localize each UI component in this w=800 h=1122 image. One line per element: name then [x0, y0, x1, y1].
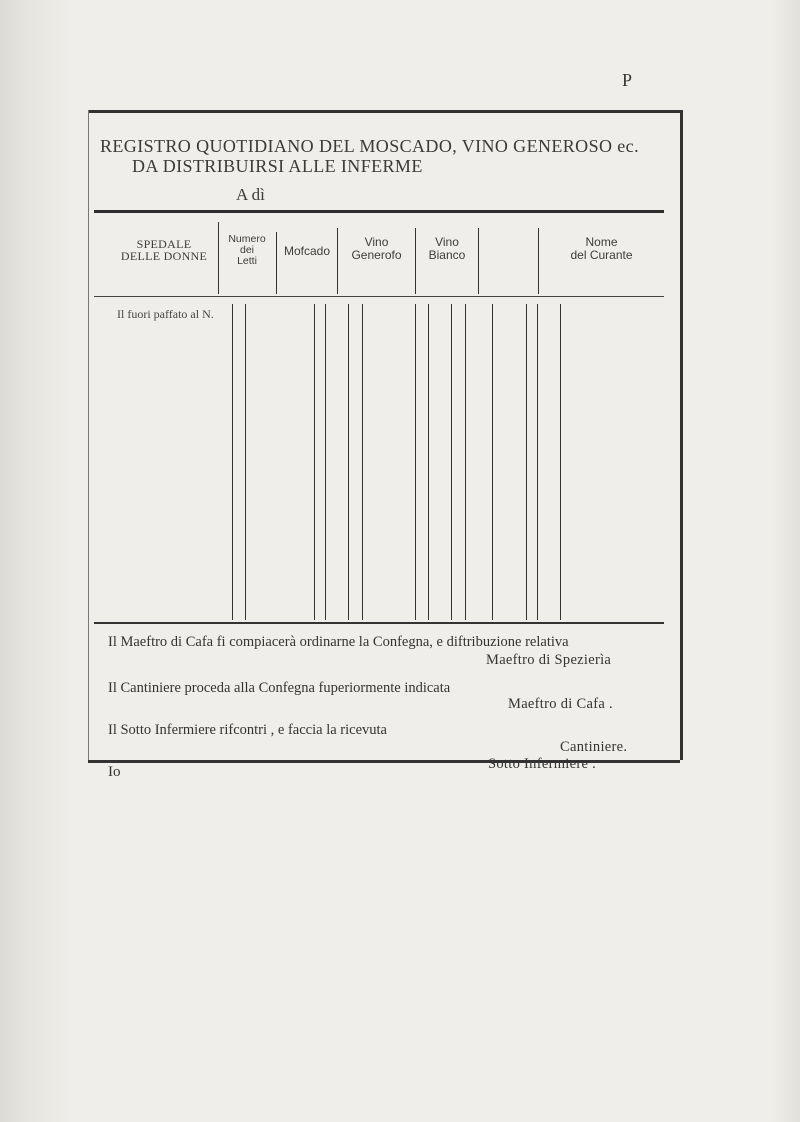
page-left-edge-shadow: [0, 0, 75, 1122]
header-spedale: [110, 238, 218, 262]
header-nome-curante: [539, 236, 664, 262]
page-title: [100, 136, 680, 176]
header-vino-bianco: [416, 236, 478, 262]
title-line-1: REGISTRO QUOTIDIANO DEL MOSCADO, VINO GENEROSO ec.: [100, 136, 639, 156]
note-sotto-infermiere: Il Sotto Infermiere rifcontri , e faccia la ricevuta: [108, 722, 387, 738]
header-moscado: [277, 246, 337, 257]
column-line: [362, 304, 363, 620]
first-row-label: Il fuori paffato al N.: [117, 307, 214, 321]
header-numero-letti: [219, 234, 275, 267]
column-line: [526, 304, 527, 620]
note-cantiniere: Il Cantiniere proceda alla Confegna fuperiormente indicata: [108, 680, 451, 696]
note-maestro-casa: Il Maeftro di Cafa fi compiacerà ordinarne la Confegna, e diftribuzione relativa: [108, 634, 569, 650]
column-line: [325, 304, 326, 620]
header-numero-line2: dei: [239, 244, 254, 256]
column-line: [492, 304, 493, 620]
column-line: [465, 304, 466, 620]
header-vino-generoso-line1: Vino: [364, 235, 389, 249]
header-vino-generoso-line2: Generofo: [351, 248, 402, 262]
frame-top-rule: [88, 110, 680, 113]
header-moscado-line1: Mofcado: [283, 244, 331, 258]
header-vino-bianco-line1: Vino: [435, 235, 459, 249]
frame-right-rule: [680, 110, 683, 760]
table-header-top-rule: [94, 210, 664, 213]
header-nome-line1: Nome: [585, 235, 618, 249]
frame-left-rule: [88, 110, 89, 760]
column-line: [451, 304, 452, 620]
date-label: A dì: [236, 185, 265, 204]
column-line: [232, 304, 233, 620]
column-line: [314, 304, 315, 620]
header-spedale-line1: SPEDALE: [136, 237, 192, 251]
title-line-2: DA DISTRIBUIRSI ALLE INFERME: [132, 156, 423, 176]
header-separator: [478, 228, 479, 294]
page-letter: P: [622, 70, 633, 90]
header-numero-line3: Letti: [237, 255, 257, 267]
signature-maestro-spezieria: Maeftro di Spezierìa: [486, 652, 612, 668]
column-line: [245, 304, 246, 620]
header-numero-line1: Numero: [228, 233, 266, 245]
column-line: [537, 304, 538, 620]
signature-sotto-infermiere: Sotto Infermiere .: [488, 756, 597, 772]
table-bottom-rule: [94, 622, 664, 624]
signature-cantiniere: Cantiniere.: [560, 739, 628, 755]
header-nome-line2: del Curante: [570, 248, 633, 262]
column-line: [415, 304, 416, 620]
note-io: Io: [108, 764, 121, 780]
column-line: [428, 304, 429, 620]
header-spedale-line2: DELLE DONNE: [120, 249, 208, 263]
header-vino-bianco-line2: Bianco: [428, 248, 466, 262]
column-line: [560, 304, 561, 620]
header-vino-generoso: [338, 236, 415, 262]
header-separator: [276, 232, 277, 294]
column-line: [348, 304, 349, 620]
page-right-edge-shadow: [770, 0, 800, 1122]
table-header-bottom-rule: [94, 296, 664, 297]
signature-maestro-casa: Maeftro di Cafa .: [508, 696, 613, 712]
